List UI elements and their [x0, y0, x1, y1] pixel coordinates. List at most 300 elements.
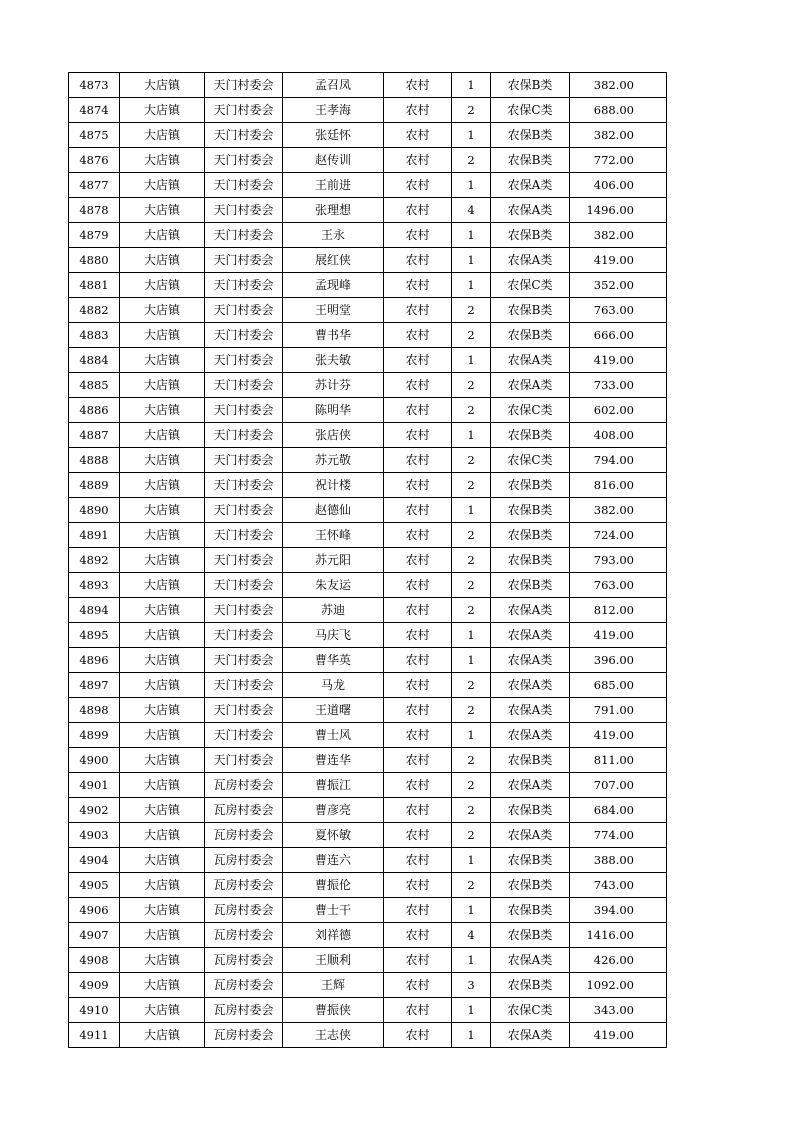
area-type-cell: 农村 — [384, 548, 452, 573]
table-row — [69, 423, 667, 448]
table-row — [69, 573, 667, 598]
name-cell: 朱友运 — [283, 573, 384, 598]
row-number-cell: 4910 — [69, 998, 120, 1023]
name-cell: 曹书华 — [283, 323, 384, 348]
row-number-cell: 4885 — [69, 373, 120, 398]
town-cell: 大店镇 — [120, 173, 205, 198]
insurance-category-cell: 农保B类 — [491, 973, 570, 998]
table-row — [69, 998, 667, 1023]
household-count-cell: 4 — [452, 923, 491, 948]
name-cell: 王顺利 — [283, 948, 384, 973]
table-row — [69, 323, 667, 348]
area-type-cell: 农村 — [384, 773, 452, 798]
amount-cell: 394.00 — [570, 898, 667, 923]
table-row — [69, 923, 667, 948]
town-cell: 大店镇 — [120, 423, 205, 448]
table-row — [69, 748, 667, 773]
village-cell: 天门村委会 — [205, 73, 283, 98]
row-number-cell: 4891 — [69, 523, 120, 548]
town-cell: 大店镇 — [120, 448, 205, 473]
insurance-category-cell: 农保B类 — [491, 848, 570, 873]
village-cell: 天门村委会 — [205, 298, 283, 323]
area-type-cell: 农村 — [384, 498, 452, 523]
amount-cell: 602.00 — [570, 398, 667, 423]
row-number-cell: 4887 — [69, 423, 120, 448]
data-table — [68, 72, 667, 1048]
amount-cell: 1496.00 — [570, 198, 667, 223]
insurance-category-cell: 农保C类 — [491, 98, 570, 123]
village-cell: 天门村委会 — [205, 748, 283, 773]
household-count-cell: 2 — [452, 323, 491, 348]
row-number-cell: 4883 — [69, 323, 120, 348]
household-count-cell: 1 — [452, 948, 491, 973]
name-cell: 苏迪 — [283, 598, 384, 623]
table-row — [69, 348, 667, 373]
household-count-cell: 2 — [452, 548, 491, 573]
insurance-category-cell: 农保A类 — [491, 598, 570, 623]
name-cell: 张理想 — [283, 198, 384, 223]
row-number-cell: 4899 — [69, 723, 120, 748]
area-type-cell: 农村 — [384, 598, 452, 623]
area-type-cell: 农村 — [384, 323, 452, 348]
table-row — [69, 948, 667, 973]
town-cell: 大店镇 — [120, 398, 205, 423]
area-type-cell: 农村 — [384, 223, 452, 248]
name-cell: 夏怀敏 — [283, 823, 384, 848]
village-cell: 瓦房村委会 — [205, 923, 283, 948]
row-number-cell: 4902 — [69, 798, 120, 823]
village-cell: 瓦房村委会 — [205, 973, 283, 998]
name-cell: 王志侠 — [283, 1023, 384, 1048]
name-cell: 曹华英 — [283, 648, 384, 673]
name-cell: 曹连华 — [283, 748, 384, 773]
area-type-cell: 农村 — [384, 473, 452, 498]
row-number-cell: 4897 — [69, 673, 120, 698]
insurance-category-cell: 农保B类 — [491, 523, 570, 548]
table-row — [69, 148, 667, 173]
amount-cell: 733.00 — [570, 373, 667, 398]
amount-cell: 352.00 — [570, 273, 667, 298]
area-type-cell: 农村 — [384, 98, 452, 123]
amount-cell: 793.00 — [570, 548, 667, 573]
insurance-category-cell: 农保A类 — [491, 1023, 570, 1048]
amount-cell: 688.00 — [570, 98, 667, 123]
area-type-cell: 农村 — [384, 573, 452, 598]
town-cell: 大店镇 — [120, 548, 205, 573]
area-type-cell: 农村 — [384, 798, 452, 823]
insurance-category-cell: 农保B类 — [491, 223, 570, 248]
name-cell: 陈明华 — [283, 398, 384, 423]
insurance-category-cell: 农保A类 — [491, 248, 570, 273]
row-number-cell: 4893 — [69, 573, 120, 598]
table-row — [69, 273, 667, 298]
amount-cell: 816.00 — [570, 473, 667, 498]
table-row — [69, 598, 667, 623]
name-cell: 王明堂 — [283, 298, 384, 323]
insurance-category-cell: 农保B类 — [491, 298, 570, 323]
household-count-cell: 1 — [452, 348, 491, 373]
village-cell: 瓦房村委会 — [205, 898, 283, 923]
amount-cell: 419.00 — [570, 248, 667, 273]
household-count-cell: 2 — [452, 698, 491, 723]
household-count-cell: 1 — [452, 898, 491, 923]
amount-cell: 794.00 — [570, 448, 667, 473]
name-cell: 祝计楼 — [283, 473, 384, 498]
household-count-cell: 1 — [452, 248, 491, 273]
village-cell: 天门村委会 — [205, 323, 283, 348]
town-cell: 大店镇 — [120, 623, 205, 648]
household-count-cell: 1 — [452, 848, 491, 873]
household-count-cell: 2 — [452, 448, 491, 473]
village-cell: 天门村委会 — [205, 598, 283, 623]
name-cell: 马庆飞 — [283, 623, 384, 648]
insurance-category-cell: 农保B类 — [491, 898, 570, 923]
village-cell: 天门村委会 — [205, 548, 283, 573]
town-cell: 大店镇 — [120, 598, 205, 623]
household-count-cell: 1 — [452, 998, 491, 1023]
table-row — [69, 1023, 667, 1048]
table-row — [69, 298, 667, 323]
row-number-cell: 4900 — [69, 748, 120, 773]
table-body — [69, 73, 667, 1048]
row-number-cell: 4903 — [69, 823, 120, 848]
household-count-cell: 2 — [452, 473, 491, 498]
village-cell: 天门村委会 — [205, 423, 283, 448]
amount-cell: 684.00 — [570, 798, 667, 823]
amount-cell: 774.00 — [570, 823, 667, 848]
town-cell: 大店镇 — [120, 698, 205, 723]
name-cell: 王怀峰 — [283, 523, 384, 548]
village-cell: 天门村委会 — [205, 623, 283, 648]
area-type-cell: 农村 — [384, 623, 452, 648]
name-cell: 曹振侠 — [283, 998, 384, 1023]
table-row — [69, 523, 667, 548]
village-cell: 瓦房村委会 — [205, 848, 283, 873]
village-cell: 瓦房村委会 — [205, 798, 283, 823]
table-row — [69, 248, 667, 273]
area-type-cell: 农村 — [384, 73, 452, 98]
area-type-cell: 农村 — [384, 998, 452, 1023]
table-row — [69, 498, 667, 523]
household-count-cell: 2 — [452, 823, 491, 848]
town-cell: 大店镇 — [120, 123, 205, 148]
name-cell: 曹士风 — [283, 723, 384, 748]
area-type-cell: 农村 — [384, 973, 452, 998]
household-count-cell: 1 — [452, 723, 491, 748]
amount-cell: 763.00 — [570, 573, 667, 598]
town-cell: 大店镇 — [120, 323, 205, 348]
household-count-cell: 2 — [452, 598, 491, 623]
table-row — [69, 698, 667, 723]
village-cell: 天门村委会 — [205, 498, 283, 523]
town-cell: 大店镇 — [120, 773, 205, 798]
name-cell: 刘祥德 — [283, 923, 384, 948]
town-cell: 大店镇 — [120, 348, 205, 373]
town-cell: 大店镇 — [120, 748, 205, 773]
amount-cell: 382.00 — [570, 73, 667, 98]
town-cell: 大店镇 — [120, 823, 205, 848]
table-row — [69, 98, 667, 123]
name-cell: 赵传训 — [283, 148, 384, 173]
name-cell: 孟现峰 — [283, 273, 384, 298]
name-cell: 王孝海 — [283, 98, 384, 123]
row-number-cell: 4878 — [69, 198, 120, 223]
area-type-cell: 农村 — [384, 648, 452, 673]
household-count-cell: 3 — [452, 973, 491, 998]
table-row — [69, 723, 667, 748]
household-count-cell: 1 — [452, 423, 491, 448]
household-count-cell: 1 — [452, 123, 491, 148]
table-row — [69, 223, 667, 248]
row-number-cell: 4908 — [69, 948, 120, 973]
village-cell: 天门村委会 — [205, 723, 283, 748]
area-type-cell: 农村 — [384, 398, 452, 423]
amount-cell: 763.00 — [570, 298, 667, 323]
town-cell: 大店镇 — [120, 573, 205, 598]
village-cell: 天门村委会 — [205, 673, 283, 698]
amount-cell: 1092.00 — [570, 973, 667, 998]
household-count-cell: 2 — [452, 798, 491, 823]
village-cell: 天门村委会 — [205, 523, 283, 548]
area-type-cell: 农村 — [384, 423, 452, 448]
insurance-category-cell: 农保B类 — [491, 73, 570, 98]
town-cell: 大店镇 — [120, 73, 205, 98]
row-number-cell: 4882 — [69, 298, 120, 323]
name-cell: 张店侠 — [283, 423, 384, 448]
amount-cell: 382.00 — [570, 223, 667, 248]
amount-cell: 743.00 — [570, 873, 667, 898]
row-number-cell: 4901 — [69, 773, 120, 798]
amount-cell: 791.00 — [570, 698, 667, 723]
town-cell: 大店镇 — [120, 498, 205, 523]
household-count-cell: 1 — [452, 623, 491, 648]
insurance-category-cell: 农保B类 — [491, 923, 570, 948]
area-type-cell: 农村 — [384, 523, 452, 548]
table-row — [69, 648, 667, 673]
insurance-category-cell: 农保C类 — [491, 448, 570, 473]
name-cell: 曹连六 — [283, 848, 384, 873]
amount-cell: 419.00 — [570, 623, 667, 648]
area-type-cell: 农村 — [384, 298, 452, 323]
insurance-category-cell: 农保C类 — [491, 398, 570, 423]
amount-cell: 666.00 — [570, 323, 667, 348]
town-cell: 大店镇 — [120, 1023, 205, 1048]
row-number-cell: 4890 — [69, 498, 120, 523]
row-number-cell: 4884 — [69, 348, 120, 373]
area-type-cell: 农村 — [384, 148, 452, 173]
household-count-cell: 1 — [452, 73, 491, 98]
household-count-cell: 2 — [452, 523, 491, 548]
town-cell: 大店镇 — [120, 898, 205, 923]
name-cell: 王辉 — [283, 973, 384, 998]
insurance-category-cell: 农保A类 — [491, 348, 570, 373]
area-type-cell: 农村 — [384, 1023, 452, 1048]
town-cell: 大店镇 — [120, 648, 205, 673]
area-type-cell: 农村 — [384, 348, 452, 373]
name-cell: 王前进 — [283, 173, 384, 198]
village-cell: 瓦房村委会 — [205, 773, 283, 798]
row-number-cell: 4898 — [69, 698, 120, 723]
amount-cell: 419.00 — [570, 348, 667, 373]
name-cell: 王道曙 — [283, 698, 384, 723]
area-type-cell: 农村 — [384, 448, 452, 473]
amount-cell: 812.00 — [570, 598, 667, 623]
town-cell: 大店镇 — [120, 223, 205, 248]
amount-cell: 811.00 — [570, 748, 667, 773]
town-cell: 大店镇 — [120, 973, 205, 998]
town-cell: 大店镇 — [120, 473, 205, 498]
town-cell: 大店镇 — [120, 723, 205, 748]
row-number-cell: 4879 — [69, 223, 120, 248]
insurance-category-cell: 农保B类 — [491, 498, 570, 523]
amount-cell: 343.00 — [570, 998, 667, 1023]
area-type-cell: 农村 — [384, 173, 452, 198]
village-cell: 天门村委会 — [205, 698, 283, 723]
area-type-cell: 农村 — [384, 373, 452, 398]
town-cell: 大店镇 — [120, 98, 205, 123]
row-number-cell: 4889 — [69, 473, 120, 498]
row-number-cell: 4886 — [69, 398, 120, 423]
household-count-cell: 1 — [452, 1023, 491, 1048]
household-count-cell: 1 — [452, 273, 491, 298]
area-type-cell: 农村 — [384, 923, 452, 948]
area-type-cell: 农村 — [384, 673, 452, 698]
village-cell: 天门村委会 — [205, 248, 283, 273]
town-cell: 大店镇 — [120, 848, 205, 873]
town-cell: 大店镇 — [120, 523, 205, 548]
row-number-cell: 4876 — [69, 148, 120, 173]
name-cell: 马龙 — [283, 673, 384, 698]
name-cell: 孟召凤 — [283, 73, 384, 98]
town-cell: 大店镇 — [120, 373, 205, 398]
area-type-cell: 农村 — [384, 873, 452, 898]
area-type-cell: 农村 — [384, 198, 452, 223]
amount-cell: 419.00 — [570, 1023, 667, 1048]
name-cell: 苏元敬 — [283, 448, 384, 473]
table-row — [69, 373, 667, 398]
area-type-cell: 农村 — [384, 723, 452, 748]
amount-cell: 408.00 — [570, 423, 667, 448]
table-row — [69, 898, 667, 923]
insurance-category-cell: 农保B类 — [491, 423, 570, 448]
household-count-cell: 2 — [452, 773, 491, 798]
amount-cell: 724.00 — [570, 523, 667, 548]
name-cell: 曹振江 — [283, 773, 384, 798]
village-cell: 天门村委会 — [205, 573, 283, 598]
village-cell: 天门村委会 — [205, 473, 283, 498]
row-number-cell: 4905 — [69, 873, 120, 898]
insurance-category-cell: 农保C类 — [491, 273, 570, 298]
amount-cell: 382.00 — [570, 123, 667, 148]
village-cell: 天门村委会 — [205, 148, 283, 173]
household-count-cell: 2 — [452, 398, 491, 423]
household-count-cell: 4 — [452, 198, 491, 223]
household-count-cell: 2 — [452, 748, 491, 773]
village-cell: 天门村委会 — [205, 198, 283, 223]
village-cell: 瓦房村委会 — [205, 998, 283, 1023]
village-cell: 天门村委会 — [205, 348, 283, 373]
row-number-cell: 4894 — [69, 598, 120, 623]
amount-cell: 382.00 — [570, 498, 667, 523]
area-type-cell: 农村 — [384, 748, 452, 773]
town-cell: 大店镇 — [120, 998, 205, 1023]
village-cell: 瓦房村委会 — [205, 873, 283, 898]
town-cell: 大店镇 — [120, 198, 205, 223]
row-number-cell: 4892 — [69, 548, 120, 573]
amount-cell: 426.00 — [570, 948, 667, 973]
area-type-cell: 农村 — [384, 823, 452, 848]
insurance-category-cell: 农保B类 — [491, 873, 570, 898]
village-cell: 天门村委会 — [205, 448, 283, 473]
household-count-cell: 2 — [452, 573, 491, 598]
insurance-category-cell: 农保B类 — [491, 798, 570, 823]
name-cell: 曹振伦 — [283, 873, 384, 898]
village-cell: 天门村委会 — [205, 98, 283, 123]
table-row — [69, 798, 667, 823]
area-type-cell: 农村 — [384, 898, 452, 923]
insurance-category-cell: 农保A类 — [491, 948, 570, 973]
row-number-cell: 4907 — [69, 923, 120, 948]
area-type-cell: 农村 — [384, 123, 452, 148]
household-count-cell: 2 — [452, 98, 491, 123]
household-count-cell: 2 — [452, 148, 491, 173]
insurance-category-cell: 农保A类 — [491, 773, 570, 798]
village-cell: 瓦房村委会 — [205, 1023, 283, 1048]
town-cell: 大店镇 — [120, 673, 205, 698]
insurance-category-cell: 农保A类 — [491, 823, 570, 848]
name-cell: 苏计芬 — [283, 373, 384, 398]
insurance-category-cell: 农保B类 — [491, 548, 570, 573]
row-number-cell: 4881 — [69, 273, 120, 298]
town-cell: 大店镇 — [120, 923, 205, 948]
insurance-category-cell: 农保B类 — [491, 148, 570, 173]
name-cell: 苏元阳 — [283, 548, 384, 573]
insurance-category-cell: 农保A类 — [491, 698, 570, 723]
village-cell: 天门村委会 — [205, 123, 283, 148]
insurance-category-cell: 农保A类 — [491, 623, 570, 648]
village-cell: 瓦房村委会 — [205, 823, 283, 848]
insurance-category-cell: 农保B类 — [491, 573, 570, 598]
household-count-cell: 2 — [452, 298, 491, 323]
table-row — [69, 198, 667, 223]
table-row — [69, 73, 667, 98]
insurance-category-cell: 农保A类 — [491, 173, 570, 198]
table-row — [69, 448, 667, 473]
area-type-cell: 农村 — [384, 698, 452, 723]
insurance-category-cell: 农保C类 — [491, 998, 570, 1023]
table-row — [69, 398, 667, 423]
amount-cell: 1416.00 — [570, 923, 667, 948]
row-number-cell: 4911 — [69, 1023, 120, 1048]
household-count-cell: 2 — [452, 373, 491, 398]
household-count-cell: 1 — [452, 223, 491, 248]
row-number-cell: 4896 — [69, 648, 120, 673]
household-count-cell: 1 — [452, 173, 491, 198]
name-cell: 展红侠 — [283, 248, 384, 273]
town-cell: 大店镇 — [120, 298, 205, 323]
insurance-category-cell: 农保A类 — [491, 723, 570, 748]
row-number-cell: 4880 — [69, 248, 120, 273]
insurance-category-cell: 农保A类 — [491, 648, 570, 673]
area-type-cell: 农村 — [384, 848, 452, 873]
name-cell: 赵德仙 — [283, 498, 384, 523]
amount-cell: 772.00 — [570, 148, 667, 173]
amount-cell: 406.00 — [570, 173, 667, 198]
table-row — [69, 973, 667, 998]
insurance-category-cell: 农保B类 — [491, 123, 570, 148]
table-row — [69, 823, 667, 848]
household-count-cell: 2 — [452, 873, 491, 898]
